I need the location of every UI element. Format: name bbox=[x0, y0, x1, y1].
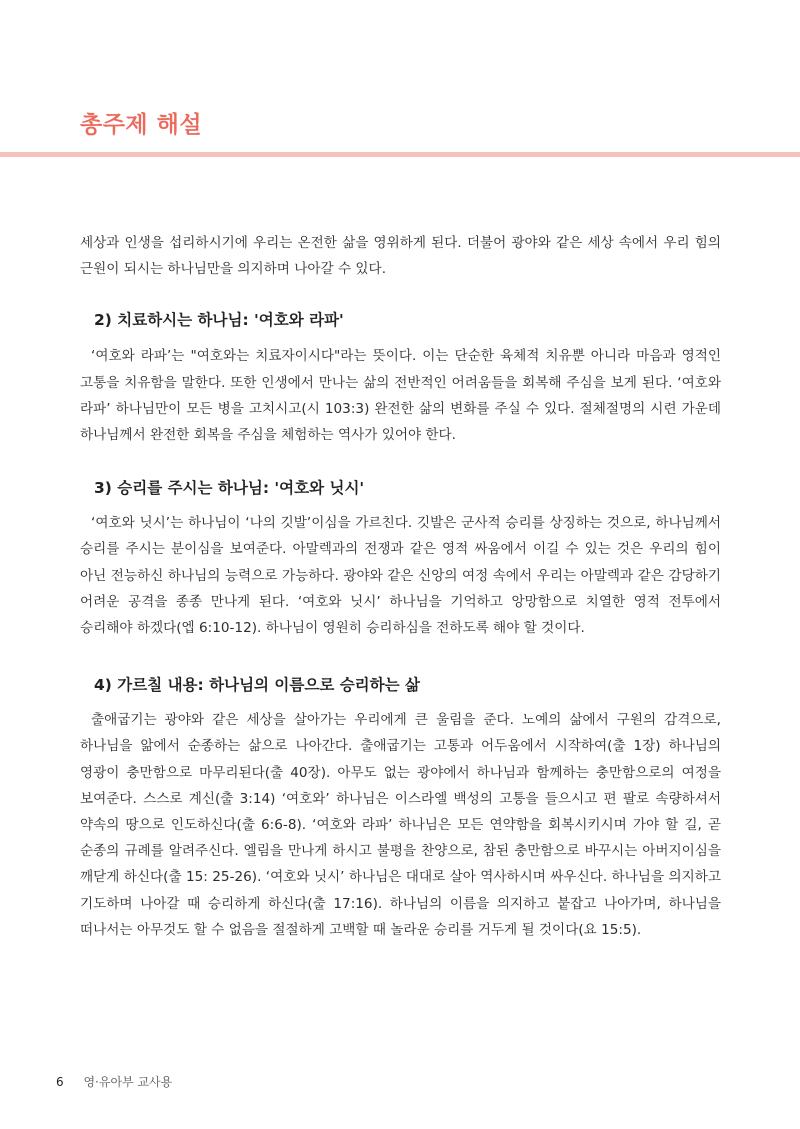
page-number: 6 bbox=[56, 1075, 64, 1089]
section-heading-jehovah-nissi: 3) 승리를 주시는 하나님: '여호와 닛시' bbox=[94, 479, 365, 498]
title-rule bbox=[0, 152, 800, 157]
section-heading-teaching-content: 4) 가르칠 내용: 하나님의 이름으로 승리하는 삶 bbox=[94, 676, 420, 695]
page-footer bbox=[56, 1073, 172, 1090]
section-body-jehovah-nissi: ‘여호와 닛시’는 하나님이 ‘나의 깃발’이심을 가르친다. 깃발은 군사적 승리를 상징하는 것으로, 하나님께서 승리를 주시는 분이심을 보여준다. 아말렉과의 전쟁과 같은 영적 싸움에서 이길 수 있는 것은 우리의 힘이 아닌 전능하신 하나님의 능력으로 가능하다. 광야와 같은 신앙의 여정 속에서 우리는 아말렉과 같은 감당하기 어려운 공격을 종종 만나게 된다. ‘여호와 닛시’ 하나님을 기억하고 앙망함으로 치열한 영적 전투에서 승리해야 하겠다(엡 6:10-12). 하나님이 영원히 승리하심을 전하도록 해야 할 것이다. bbox=[80, 515, 721, 637]
page-title: 총주제 해설 bbox=[80, 112, 203, 138]
section-body-teaching-content: 출애굽기는 광야와 같은 세상을 살아가는 우리에게 큰 울림을 준다. 노예의 삶에서 구원의 감격으로, 하나님을 앎에서 순종하는 삶으로 나아간다. 출애굽기는 고통과 어두움에서 시작하여(출 1장) 하나님의 영광이 충만함으로 마무리된다(출 40장). 아무도 없는 광야에서 하나님과 함께하는 충만함으로의 여정을 보여준다. 스스로 계신(출 3:14) ‘여호와’ 하나님은 이스라엘 백성의 고통을 들으시고 편 팔로 속량하셔서 약속의 땅으로 인도하신다(출 6:6-8). ‘여호와 라파’ 하나님은 모든 연약함을 회복시키시며 가야 할 길, 곧 순종의 규례를 알려주신다. 엘림을 만나게 하시고 불평을 찬양으로, 참된 충만함으로 바꾸시는 아버지이심을 깨닫게 하신다(출 15: 25-26). ‘여호와 닛시’ 하나님은 대대로 살아 역사하시며 싸우신다. 하나님을 의지하고 기도하며 나아갈 때 승리하게 하신다(출 17:16). 하나님의 이름을 의지하고 붙잡고 나아가며, 하나님을 떠나서는 아무것도 할 수 없음을 절절하게 고백할 때 놀라운 승리를 거두게 될 것이다(요 15:5). bbox=[80, 712, 721, 938]
section-heading-jehovah-rapha: 2) 치료하시는 하나님: '여호와 라파' bbox=[94, 311, 344, 330]
book-label: 영·유아부 교사용 bbox=[83, 1075, 173, 1089]
main-content bbox=[80, 230, 721, 943]
intro-paragraph: 세상과 인생을 섭리하시기에 우리는 온전한 삶을 영위하게 된다. 더불어 광야와 같은 세상 속에서 우리 힘의 근원이 되시는 하나님만을 의지하며 나아갈 수 있다. bbox=[80, 235, 721, 278]
section-body-jehovah-rapha: ‘여호와 라파’는 "여호와는 치료자이시다"라는 뜻이다. 이는 단순한 육체적 치유뿐 아니라 마음과 영적인 고통을 치유함을 말한다. 또한 인생에서 만나는 삶의 전반적인 어려움들을 회복해 주심을 보게 된다. ‘여호와 라파’ 하나님만이 모든 병을 고치시고(시 103:3) 완전한 삶의 변화를 주실 수 있다. 절체절명의 시련 가운데 하나님께서 완전한 회복을 주심을 체험하는 역사가 있어야 한다. bbox=[80, 348, 721, 444]
